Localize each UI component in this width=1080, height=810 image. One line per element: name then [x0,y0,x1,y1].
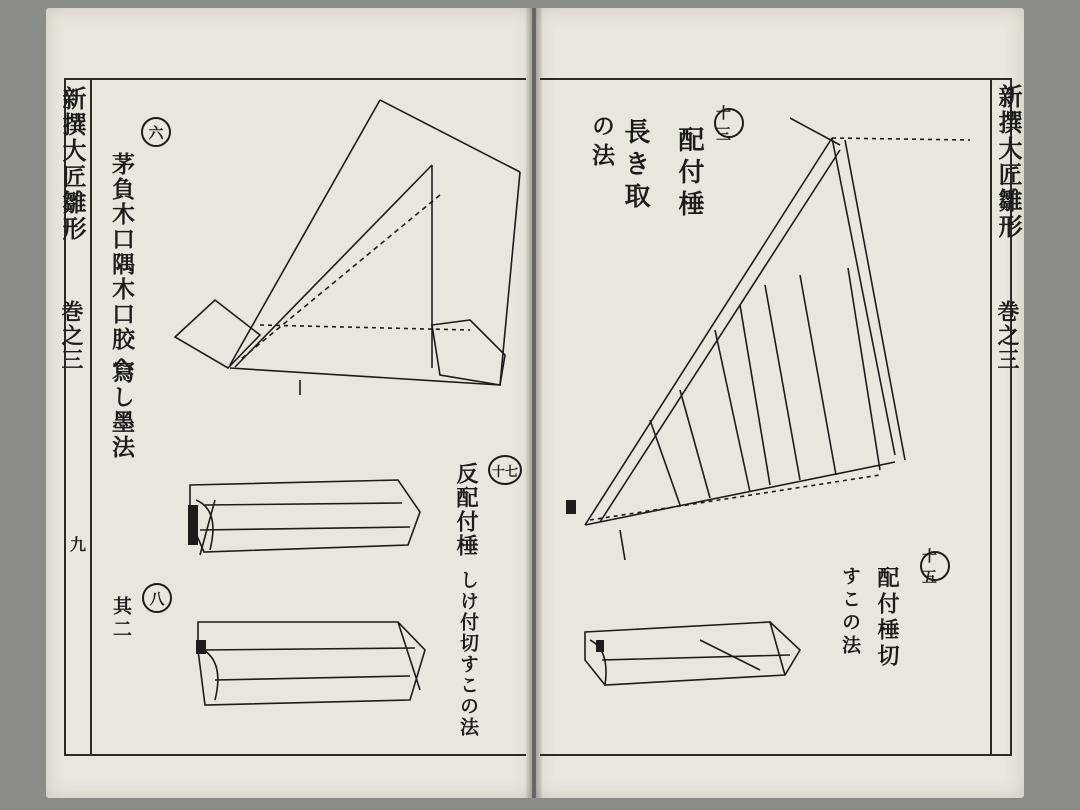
section-15-title-line1: 配付棰切 [874,566,900,670]
section-15-number: 十五 [920,551,950,581]
diagram-section-15 [585,622,800,685]
section-13-number: 十三 [714,108,744,138]
section-6-number: 六 [141,117,171,147]
section-6-title-line1: 茅負木口隅木口胶へ [108,152,135,377]
section-17-number: 十七 [488,455,522,485]
right-running-volume: 巻之三 [994,300,1020,372]
section-8-number: 八 [142,583,172,613]
section-13-title-line3: の法 [588,114,615,172]
section-15-title-line2: すこの法 [839,566,861,658]
left-running-volume: 巻之三 [58,300,84,372]
right-running-title: 新撰大匠雛形 [994,84,1023,240]
section-8-title: 其二 [110,596,132,642]
section-17-title-line2: しけ付切すこの法 [457,570,479,738]
section-13-title-line1: 配付棰 [674,126,704,222]
diagram-section-8 [198,622,425,705]
diagram-section-17 [190,480,420,555]
left-running-title: 新撰大匠雛形 [58,86,87,242]
section-13-title-line2: 長き取 [620,118,650,214]
section-17-title-line1: 反配付棰 [453,462,479,558]
diagram-section-13 [585,118,970,560]
diagram-section-6 [175,100,520,395]
section-6-title-line2: 寫し墨法 [108,360,135,460]
page-number: 九 [70,535,87,554]
